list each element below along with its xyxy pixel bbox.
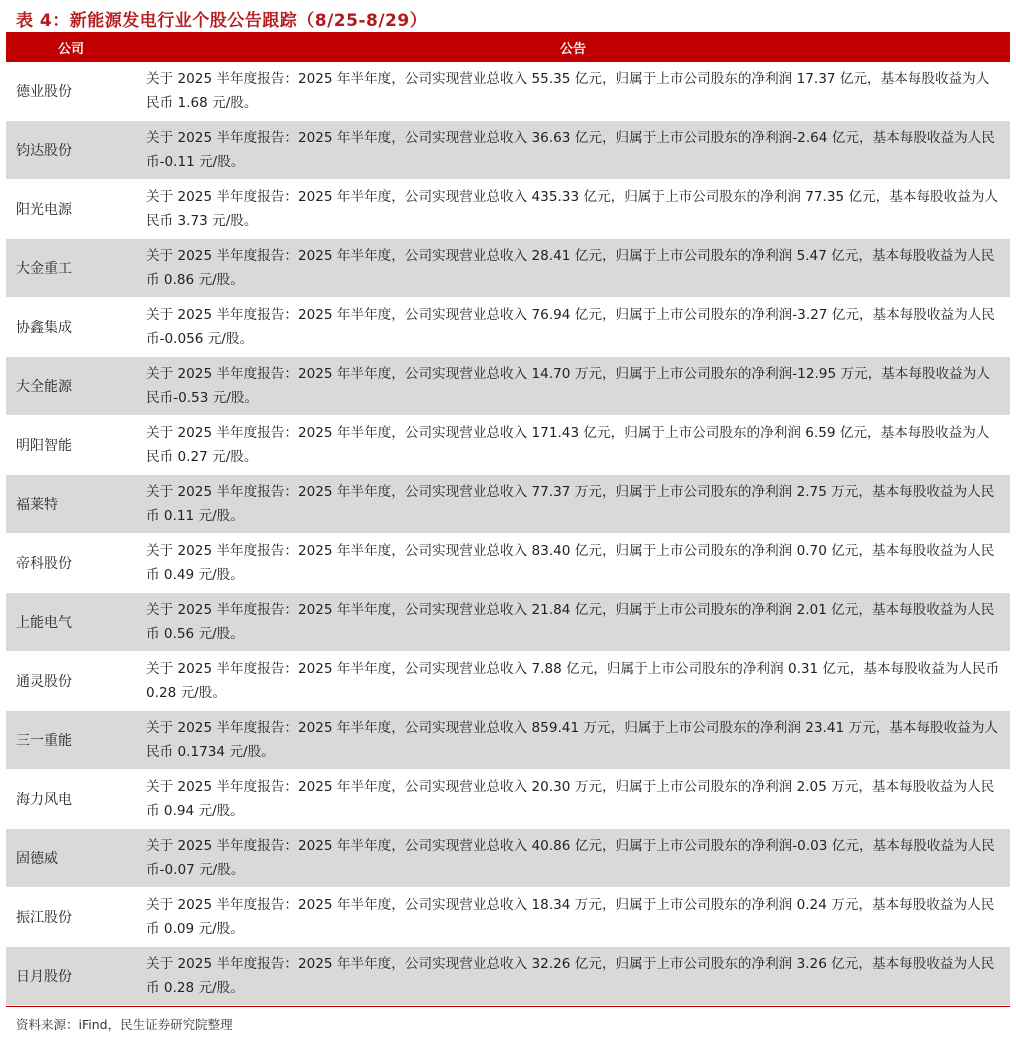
company-cell: 三一重能	[16, 733, 72, 749]
notice-cell: 关于 2025 半年度报告：2025 年半年度，公司实现营业总收入 20.30 万元，归属于上市公司股东的净利润 2.05 万元，基本每股收益为人民币 0.94 元/股。	[146, 779, 995, 819]
company-cell: 日月股份	[16, 969, 72, 985]
table-row	[6, 475, 1010, 534]
header-company: 公司	[57, 41, 84, 57]
company-cell: 帝科股份	[16, 556, 72, 572]
table-bottom-rule	[6, 1006, 1010, 1007]
table-row	[6, 711, 1010, 770]
company-cell: 大全能源	[16, 379, 72, 395]
source-note: 资料来源：iFind，民生证券研究院整理	[16, 1017, 233, 1032]
table-row	[6, 416, 1010, 475]
company-cell: 阳光电源	[16, 202, 72, 218]
company-cell: 协鑫集成	[16, 320, 72, 336]
table-row	[6, 593, 1010, 652]
company-cell: 通灵股份	[16, 674, 72, 690]
company-cell: 振江股份	[16, 910, 72, 926]
notice-cell: 关于 2025 半年度报告：2025 年半年度，公司实现营业总收入 171.43 亿元，归属于上市公司股东的净利润 6.59 亿元，基本每股收益为人民币 0.27 元/股。	[146, 425, 990, 465]
notice-cell: 关于 2025 半年度报告：2025 年半年度，公司实现营业总收入 32.26 亿元，归属于上市公司股东的净利润 3.26 亿元，基本每股收益为人民币 0.28 元/股。	[146, 956, 995, 996]
notice-cell: 关于 2025 半年度报告：2025 年半年度，公司实现营业总收入 859.41 万元，归属于上市公司股东的净利润 23.41 万元，基本每股收益为人民币 0.1734 元/股。	[146, 720, 999, 760]
notice-cell: 关于 2025 半年度报告：2025 年半年度，公司实现营业总收入 7.88 亿元，归属于上市公司股东的净利润 0.31 亿元，基本每股收益为人民币 0.28 元/股。	[146, 661, 1000, 701]
company-cell: 明阳智能	[16, 438, 72, 454]
company-cell: 钧达股份	[16, 143, 72, 159]
table-title: 表 4：新能源发电行业个股公告跟踪（8/25-8/29）	[16, 11, 428, 31]
table-row	[6, 534, 1010, 593]
table-row	[6, 947, 1010, 1006]
table-row	[6, 770, 1010, 829]
table-row	[6, 62, 1010, 121]
table-row	[6, 121, 1010, 180]
notice-cell: 关于 2025 半年度报告：2025 年半年度，公司实现营业总收入 435.33 亿元，归属于上市公司股东的净利润 77.35 亿元，基本每股收益为人民币 3.73 元/股。	[146, 189, 999, 229]
table-row	[6, 298, 1010, 357]
table-row	[6, 357, 1010, 416]
notice-cell: 关于 2025 半年度报告：2025 年半年度，公司实现营业总收入 76.94 亿元，归属于上市公司股东的净利润-3.27 亿元，基本每股收益为人民币-0.056 元/股。	[146, 307, 995, 347]
company-cell: 大金重工	[16, 261, 72, 277]
table-row	[6, 829, 1010, 888]
notice-cell: 关于 2025 半年度报告：2025 年半年度，公司实现营业总收入 55.35 亿元，归属于上市公司股东的净利润 17.37 亿元，基本每股收益为人民币 1.68 元/股。	[146, 71, 990, 111]
notice-cell: 关于 2025 半年度报告：2025 年半年度，公司实现营业总收入 28.41 亿元，归属于上市公司股东的净利润 5.47 亿元，基本每股收益为人民币 0.86 元/股。	[146, 248, 995, 288]
notice-cell: 关于 2025 半年度报告：2025 年半年度，公司实现营业总收入 36.63 亿元，归属于上市公司股东的净利润-2.64 亿元，基本每股收益为人民币-0.11 元/股。	[146, 130, 995, 170]
notice-cell: 关于 2025 半年度报告：2025 年半年度，公司实现营业总收入 83.40 亿元，归属于上市公司股东的净利润 0.70 亿元，基本每股收益为人民币 0.49 元/股。	[146, 543, 995, 583]
company-cell: 福莱特	[16, 497, 58, 513]
table-row	[6, 652, 1010, 711]
header-notice: 公告	[559, 41, 586, 57]
table-row	[6, 239, 1010, 298]
company-cell: 德业股份	[16, 84, 72, 100]
notice-cell: 关于 2025 半年度报告：2025 年半年度，公司实现营业总收入 18.34 万元，归属于上市公司股东的净利润 0.24 万元，基本每股收益为人民币 0.09 元/股。	[146, 897, 995, 937]
table-row	[6, 180, 1010, 239]
company-cell: 固德威	[16, 851, 58, 867]
notice-cell: 关于 2025 半年度报告：2025 年半年度，公司实现营业总收入 40.86 亿元，归属于上市公司股东的净利润-0.03 亿元，基本每股收益为人民币-0.07 元/股。	[146, 838, 995, 878]
table-header	[6, 32, 1010, 62]
table-row	[6, 888, 1010, 947]
company-cell: 海力风电	[16, 792, 72, 808]
company-cell: 上能电气	[16, 615, 72, 631]
table-body	[6, 62, 1010, 1006]
notice-cell: 关于 2025 半年度报告：2025 年半年度，公司实现营业总收入 77.37 万元，归属于上市公司股东的净利润 2.75 万元，基本每股收益为人民币 0.11 元/股。	[146, 484, 995, 524]
notice-cell: 关于 2025 半年度报告：2025 年半年度，公司实现营业总收入 21.84 亿元，归属于上市公司股东的净利润 2.01 亿元，基本每股收益为人民币 0.56 元/股。	[146, 602, 995, 642]
notice-cell: 关于 2025 半年度报告：2025 年半年度，公司实现营业总收入 14.70 万元，归属于上市公司股东的净利润-12.95 万元，基本每股收益为人民币-0.53 元/股。	[146, 366, 990, 406]
announcement-table	[6, 32, 1010, 1007]
